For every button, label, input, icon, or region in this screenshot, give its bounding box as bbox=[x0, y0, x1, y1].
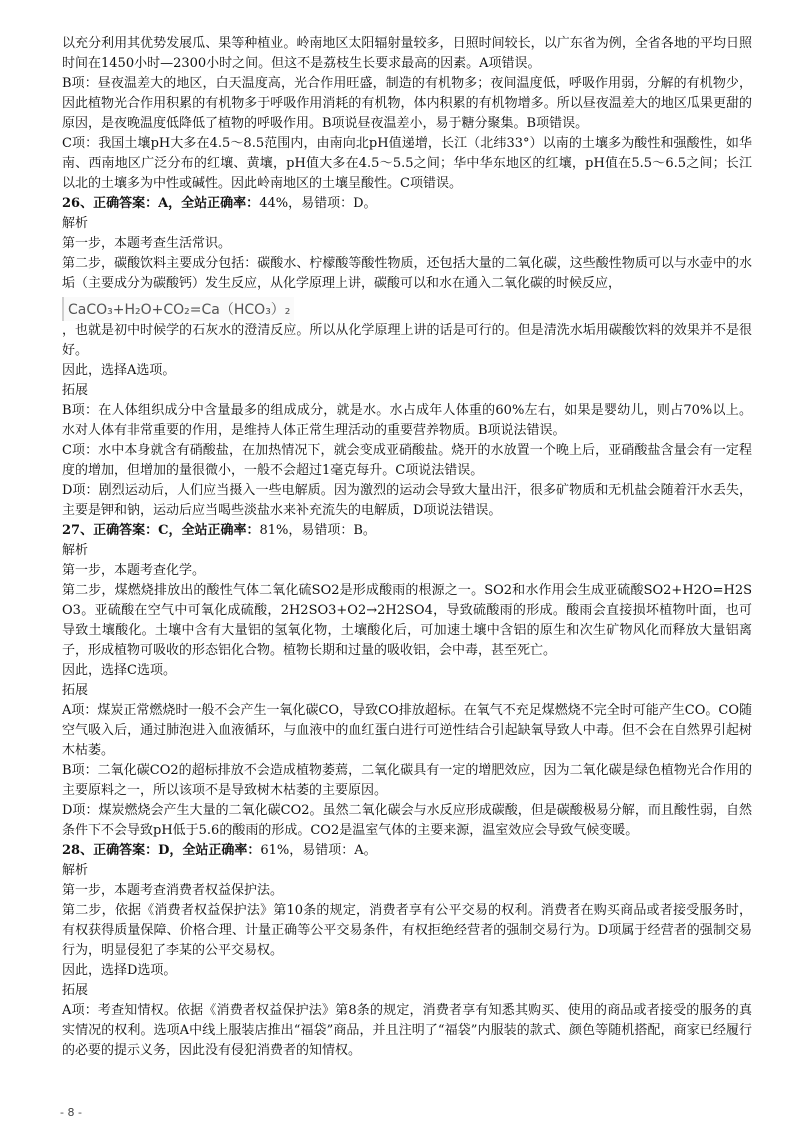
step-1: 第一步，本题考查化学。 bbox=[62, 563, 206, 578]
conclusion: 因此，选择C选项。 bbox=[62, 663, 176, 678]
chemical-formula: CaCO₃+H₂O+CO₂=Ca（HCO₃）₂ bbox=[62, 297, 294, 321]
step-1: 第一步，本题考查生活常识。 bbox=[62, 236, 232, 251]
option-d: D项：煤炭燃烧会产生大量的二氧化碳CO2。虽然二氧化碳会与水反应形成碳酸，但是碳酸极易分解，而且酸性弱，自然条件下不会导致pH低于5.6的酸雨的形成。CO2是温室气体的主要来源，温室效应会导致气候变暖。 bbox=[62, 803, 752, 838]
option-a: A项：考查知情权。依据《消费者权益保护法》第8条的规定，消费者享有知悉其购买、使用的商品或者接受的服务的真实情况的权利。选项A中线上服装店推出“福袋”商品，并且注明了“福袋”内服装的款式、颜色等随机搭配，商家已经履行的必要的提示义务，因此没有侵犯消费者的知情权。 bbox=[62, 1003, 752, 1058]
analysis-label: 解析 bbox=[62, 543, 89, 558]
paragraph: C项：我国土壤pH大多在4.5～8.5范围内，由南向北pH值递增，长江（北纬33°）以南的土壤多为酸性和强酸性，如华南、西南地区广泛分布的红壤、黄壤，pH值大多在4.5～5.5之间；华中华东地区的红壤，pH值在5.5～6.5之间；长江以北的土壤多为中性或碱性。因此岭南地区的土壤呈酸性。C项错误。 bbox=[62, 136, 752, 191]
step-1: 第一步，本题考查消费者权益保护法。 bbox=[62, 883, 284, 898]
step-2: 第二步，依据《消费者权益保护法》第10条的规定，消费者享有公平交易的权利。消费者在购买商品或者接受服务时，有权获得质量保障、价格合理、计量正确等公平交易条件，有权拒绝经营者的强制交易行为。D项属于经营者的强制交易行为，明显侵犯了李某的公平交易权。 bbox=[62, 903, 752, 958]
analysis-label: 解析 bbox=[62, 863, 89, 878]
expand-label: 拓展 bbox=[62, 983, 89, 998]
analysis-label: 解析 bbox=[62, 216, 89, 231]
step-2: 第二步，碳酸饮料主要成分包括：碳酸水、柠檬酸等酸性物质，还包括大量的二氧化碳，这些酸性物质可以与水壶中的水垢（主要成分为碳酸钙）发生反应，从化学原理上讲，碳酸可以和水在通入二氧化碳的时候反应， bbox=[62, 256, 752, 291]
paragraph: 以充分利用其优势发展瓜、果等种植业。岭南地区太阳辐射量较多，日照时间较长，以广东省为例，全省各地的平均日照时间在1450小时—2300小时之间。但这不是荔枝生长要求最高的因素。A项错误。 bbox=[62, 36, 752, 71]
answer-header-28: 28、正确答案：D，全站正确率：61%，易错项：A。 bbox=[62, 843, 377, 858]
expand-label: 拓展 bbox=[62, 683, 89, 698]
paragraph: B项：昼夜温差大的地区，白天温度高，光合作用旺盛，制造的有机物多；夜间温度低，呼吸作用弱，分解的有机物少，因此植物光合作用积累的有机物多于呼吸作用消耗的有机物，体内积累的有机物增多。所以昼夜温差大的地区瓜果更甜的原因，是夜晚温度低降低了植物的呼吸作用。B项说昼夜温差小，易于糖分聚集。B项错误。 bbox=[62, 76, 752, 131]
formula-row bbox=[62, 297, 752, 321]
step-2: 第二步，煤燃烧排放出的酸性气体二氧化硫SO2是形成酸雨的根源之一。SO2和水作用会生成亚硫酸SO2+H2O=H2SO3。亚硫酸在空气中可氧化成硫酸，2H2SO3+O2→2H2SO4，导致硫酸雨的形成。酸雨会直接损坏植物叶面，也可导致土壤酸化。土壤中含有大量铝的氢氧化物，土壤酸化后，可加速土壤中含铝的原生和次生矿物风化而释放大量铝离子，形成植物可吸收的形态铝化合物。植物长期和过量的吸收铝，会中毒，甚至死亡。 bbox=[62, 583, 752, 658]
option-a: A项：煤炭正常燃烧时一般不会产生一氧化碳CO，导致CO排放超标。在氧气不充足煤燃烧不完全时可能产生CO。CO随空气吸入后，通过肺泡进入血液循环，与血液中的血红蛋白进行可逆性结合引起缺氧导致人中毒。但不会在自然界引起树木枯萎。 bbox=[62, 703, 752, 758]
page-number: - 8 - bbox=[60, 1106, 82, 1119]
expand-label: 拓展 bbox=[62, 383, 89, 398]
option-d: D项：剧烈运动后，人们应当摄入一些电解质。因为激烈的运动会导致大量出汗，很多矿物质和无机盐会随着汗水丢失，主要是钾和钠，运动后应当喝些淡盐水来补充流失的电解质，D项说法错误。 bbox=[62, 483, 752, 518]
conclusion: 因此，选择A选项。 bbox=[62, 363, 176, 378]
document-body bbox=[62, 34, 752, 1061]
option-b: B项：二氧化碳CO2的超标排放不会造成植物萎蔫，二氧化碳具有一定的增肥效应，因为二氧化碳是绿色植物光合作用的主要原料之一，所以该项不是导致树木枯萎的主要原因。 bbox=[62, 763, 752, 798]
answer-header-26: 26、正确答案：A，全站正确率：44%，易错项：D。 bbox=[62, 196, 377, 211]
conclusion: 因此，选择D选项。 bbox=[62, 963, 177, 978]
option-b: B项：在人体组织成分中含量最多的组成成分，就是水。水占成年人体重的60%左右，如果是婴幼儿，则占70%以上。水对人体有非常重要的作用，是维持人体正常生理活动的重要营养物质。B项说法错误。 bbox=[62, 403, 752, 438]
formula-explanation: ，也就是初中时候学的石灰水的澄清反应。所以从化学原理上讲的话是可行的。但是清洗水垢用碳酸饮料的效果并不是很好。 bbox=[62, 323, 752, 358]
option-c: C项：水中本身就含有硝酸盐，在加热情况下，就会变成亚硝酸盐。烧开的水放置一个晚上后，亚硝酸盐含量会有一定程度的增加，但增加的量很微小，一般不会超过1毫克每升。C项说法错误。 bbox=[62, 443, 752, 478]
answer-header-27: 27、正确答案：C，全站正确率：81%，易错项：B。 bbox=[62, 523, 376, 538]
